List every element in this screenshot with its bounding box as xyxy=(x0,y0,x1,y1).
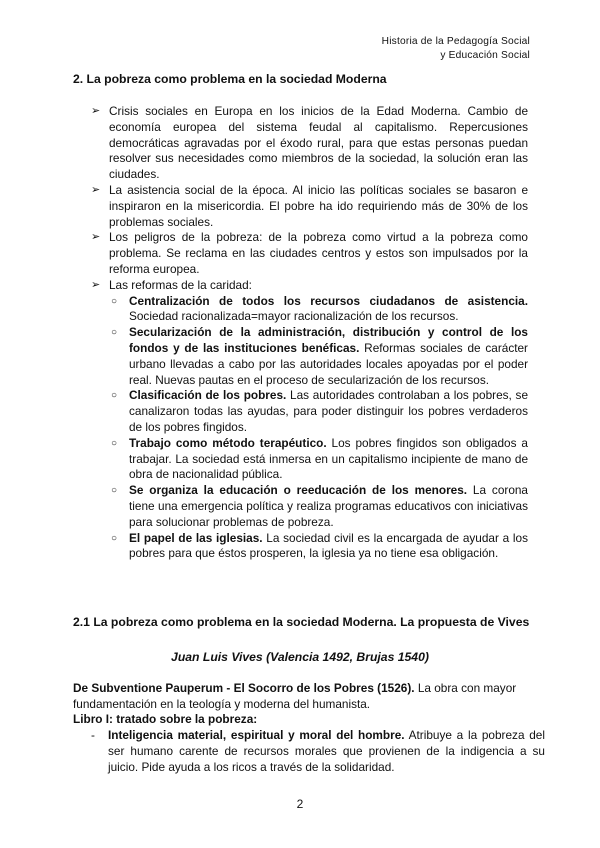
dash-item-text: Atribuye a la pobreza del ser humano carente de recursos morales que provienen de la indigencia a su juicio. Pide ayuda a los ricos a través de la solidaridad. xyxy=(108,728,545,774)
dash-bullet-icon: - xyxy=(91,728,95,742)
list-item xyxy=(91,183,528,230)
sub-item-text: La sociedad civil es la encargada de ayudar a los pobres para que éstos prosperen, la iglesia ya no tiene esa obligación. xyxy=(129,530,528,561)
sub-item-text: Sociedad racionalizada=mayor racionalización de los recursos. xyxy=(129,309,459,324)
list-item xyxy=(91,104,528,183)
circle-bullet-icon: ○ xyxy=(111,327,118,339)
circle-bullet-icon: ○ xyxy=(111,485,118,497)
header-line-1: Historia de la Pedagogía Social xyxy=(381,36,530,47)
bullet-text: Crisis sociales en Europa en los inicios de la Edad Moderna. Cambio de economía europea del sistema feudal al capitalismo. Repercusiones democráticas agravadas por el éxodo rural, para que estas personas puedan resolver sus necesidades como miembros de la sociedad, la solución eran las ciudades. xyxy=(109,104,528,182)
work-paragraph xyxy=(73,681,528,712)
sub-item-bold: Secularización de la administración, distribución y control de los fondos y de las instituciones benéficas. xyxy=(129,325,528,355)
work-title: De Subventione Pauperum - El Socorro de los Pobres (1526). xyxy=(73,681,415,695)
list-item xyxy=(91,230,528,277)
section-2-heading: 2.1 La pobreza como problema en la sociedad Moderna. La propuesta de Vives xyxy=(73,615,530,629)
bullet-text: Los peligros de la pobreza: de la pobreza como virtud a la pobreza como problema. Se reclama en las ciudades centros y estos son impulsados por la reforma europea. xyxy=(109,230,528,276)
book-heading xyxy=(73,712,528,728)
sub-list-item xyxy=(109,483,528,530)
bullet-text: La asistencia social de la época. Al inicio las políticas sociales se basaron e inspiraron en la misericordia. El pobre ha ido requiriendo más de 30% de los problemas sociales. xyxy=(109,182,528,229)
circle-bullet-icon: ○ xyxy=(111,532,118,544)
sub-item-bold: Clasificación de los pobres. xyxy=(129,388,287,403)
book-title: Libro I: tratado sobre la pobreza: xyxy=(73,712,258,726)
sub-item-bold: Trabajo como método terapéutico. xyxy=(129,435,327,450)
arrow-bullet-icon: ➢ xyxy=(91,183,101,196)
list-item xyxy=(91,278,528,294)
sub-item-bold: El papel de las iglesias. xyxy=(129,530,263,545)
work-description: La obra con mayor fundamentación en la teología y moderna del humanista. xyxy=(73,681,517,711)
page-number: 2 xyxy=(296,797,304,811)
sub-item-text: Reformas sociales de carácter urbano llevadas a cabo por las autoridades locales apoyadas por el poder real. Nuevas pautas en el proceso de secularización de los recursos. xyxy=(129,340,528,387)
circle-bullet-icon: ○ xyxy=(111,437,118,449)
sub-item-bold: Centralización de todos los recursos ciudadanos de asistencia. xyxy=(129,293,528,308)
header-line-2: y Educación Social xyxy=(440,50,530,61)
sub-list-item xyxy=(109,531,528,563)
author-heading: Juan Luis Vives (Valencia 1492, Brujas 1540) xyxy=(171,650,429,664)
dash-item-bold: Inteligencia material, espiritual y moral del hombre. xyxy=(108,728,405,742)
page-header xyxy=(382,35,530,63)
sub-list-item xyxy=(109,325,528,388)
arrow-bullet-icon: ➢ xyxy=(91,105,101,117)
sub-item-text: Los pobres fingidos son obligados a trabajar. La sociedad está inmersa en un capitalismo incipiente de mano de obra de nacionalidad pública. xyxy=(129,435,528,482)
sub-item-text: La corona tiene una emergencia política y realiza programas educativos con iniciativas para solucionar problemas de pobreza. xyxy=(129,483,528,529)
circle-bullet-icon: ○ xyxy=(111,390,118,402)
sub-list-item xyxy=(109,436,528,483)
circle-bullet-icon: ○ xyxy=(111,295,118,307)
arrow-bullet-icon: ➢ xyxy=(91,278,101,291)
bullet-text: Las reformas de la caridad: xyxy=(109,277,252,292)
main-bullet-list xyxy=(91,104,528,562)
sub-item-bold: Se organiza la educación o reeducación de los menores. xyxy=(129,483,468,498)
dash-list-item xyxy=(91,728,545,775)
section-1-heading: 2. La pobreza como problema en la sociedad Moderna xyxy=(73,72,387,86)
sub-list-item xyxy=(109,294,528,326)
arrow-bullet-icon: ➢ xyxy=(91,231,101,244)
sub-item-text: Las autoridades controlaban a los pobres, se canalizaron todas las ayudas, para poder distinguir los pobres verdaderos de los pobres fingidos. xyxy=(129,388,529,434)
sub-list-item xyxy=(109,388,528,435)
